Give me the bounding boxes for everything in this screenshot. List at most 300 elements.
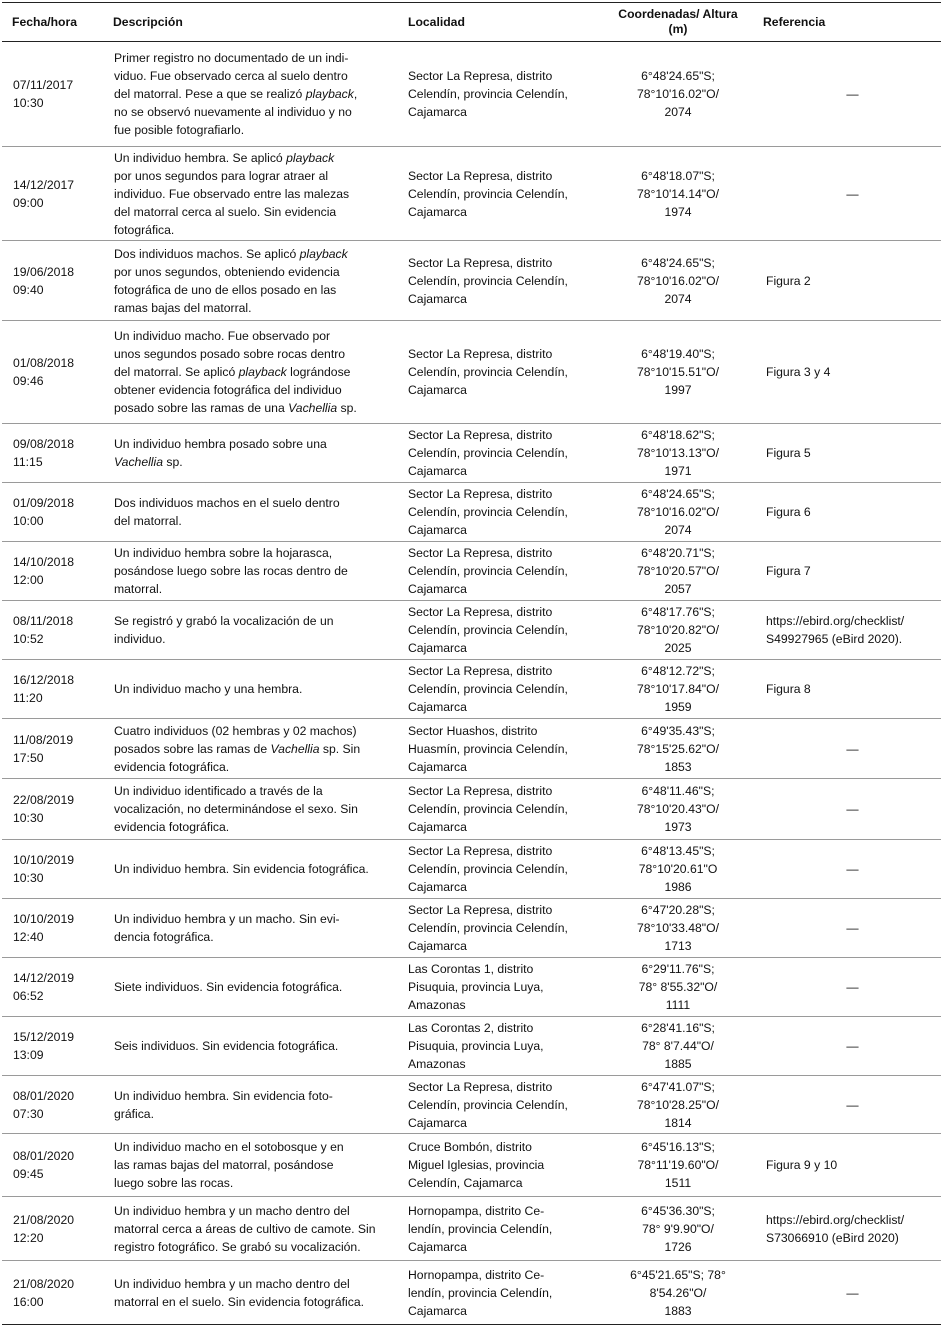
fecha-cell	[2, 1017, 103, 1076]
header-referencia: Referencia	[753, 3, 941, 42]
descripcion-line: matorral cerca a áreas de cultivo de camote. Sin	[114, 1221, 376, 1236]
descripcion-line: del matorral. Se aplicó playback lográndose	[114, 365, 351, 379]
fecha-line: 10/10/2019	[13, 912, 74, 926]
descripcion-cell	[103, 1261, 398, 1325]
coordenadas-line: 2025	[664, 641, 692, 655]
coordenadas-line: 78°10'20.61"O	[638, 862, 718, 876]
localidad-line: Celendín, provincia Celendín,	[408, 87, 568, 101]
descripcion-line: Un individuo hembra sobre la hojarasca,	[114, 546, 333, 560]
table-row	[2, 779, 941, 840]
table-row	[2, 958, 941, 1017]
coordenadas-line: 1111	[665, 998, 691, 1012]
coordenadas-line: 6°48'19.40"S;	[641, 347, 715, 361]
fecha-cell	[2, 147, 103, 241]
descripcion-line: Primer registro no documentado de un indi-	[114, 51, 349, 65]
coordenadas-line: 6°48'18.07"S;	[641, 168, 715, 183]
localidad-line: Las Corontas 1, distrito	[408, 962, 534, 976]
localidad-line: Celendín, Cajamarca	[408, 1176, 523, 1190]
fecha-line: 10:00	[13, 514, 44, 528]
localidad-cell	[398, 1261, 603, 1325]
localidad-line: Celendín, provincia Celendín,	[408, 186, 568, 201]
header-localidad: Localidad	[398, 3, 603, 42]
localidad-line: Pisuquia, provincia Luya,	[408, 980, 544, 994]
descripcion-line: individuo.	[114, 632, 166, 646]
localidad-line: Sector La Represa, distrito	[408, 487, 553, 501]
referencia-cell	[753, 958, 941, 1017]
table-row	[2, 1017, 941, 1076]
localidad-line: Cajamarca	[408, 880, 467, 894]
referencia-cell	[753, 147, 941, 241]
localidad-cell	[398, 424, 603, 483]
coordenadas-line: 78°10'13.13"O/	[636, 446, 719, 460]
fecha-cell	[2, 542, 103, 601]
fecha-line: 10:52	[13, 632, 44, 646]
coordenadas-line: 1959	[664, 700, 692, 714]
descripcion-cell	[103, 660, 398, 719]
localidad-line: Sector La Represa, distrito	[408, 546, 553, 560]
descripcion-line: Un individuo identificado a través de la	[114, 784, 323, 798]
coordenadas-line: 1974	[664, 204, 692, 219]
referencia-cell	[753, 840, 941, 899]
descripcion-line: posado sobre las ramas de una Vachellia sp.	[114, 401, 357, 415]
table-row	[2, 483, 941, 542]
fecha-line: 19/06/2018	[13, 264, 74, 279]
fecha-cell	[2, 660, 103, 719]
localidad-line: Celendín, provincia Celendín,	[408, 921, 568, 935]
descripcion-line: las ramas bajas del matorral, posándose	[114, 1158, 334, 1172]
localidad-line: Celendín, provincia Celendín,	[408, 365, 568, 379]
table-row	[2, 42, 941, 147]
coordenadas-line: 1971	[664, 464, 692, 478]
fecha-line: 17:50	[13, 750, 44, 765]
coordenadas-line: 6°28'41.16"S;	[641, 1021, 715, 1035]
localidad-line: Celendín, provincia Celendín,	[408, 505, 568, 519]
fecha-cell	[2, 1197, 103, 1261]
descripcion-line: Se registró y grabó la vocalización de un	[114, 614, 334, 628]
coordenadas-cell	[603, 958, 753, 1017]
coordenadas-cell	[603, 1017, 753, 1076]
referencia-line: —	[846, 802, 859, 816]
descripcion-cell	[103, 483, 398, 542]
fecha-line: 06:52	[13, 989, 44, 1003]
descripcion-cell	[103, 147, 398, 241]
coordenadas-line: 2074	[664, 105, 692, 119]
referencia-line: Figura 5	[766, 446, 811, 460]
descripcion-cell	[103, 899, 398, 958]
descripcion-line: Un individuo hembra y un macho dentro del	[114, 1276, 350, 1291]
fecha-line: 08/01/2020	[13, 1149, 74, 1163]
fecha-line: 12:00	[13, 573, 44, 587]
referencia-cell	[753, 1261, 941, 1325]
localidad-cell	[398, 840, 603, 899]
descripcion-cell	[103, 241, 398, 321]
fecha-line: 08/01/2020	[13, 1088, 74, 1103]
localidad-line: Cajamarca	[408, 700, 467, 714]
descripcion-line: vocalización, no determinándose el sexo. Sin	[114, 802, 358, 816]
descripcion-cell	[103, 1197, 398, 1261]
table-row	[2, 321, 941, 424]
coordenadas-cell	[603, 840, 753, 899]
records-table	[2, 2, 941, 1325]
fecha-line: 16:00	[13, 1294, 44, 1309]
descripcion-line: posados sobre las ramas de Vachellia sp. Sin	[114, 741, 361, 756]
coordenadas-line: 6°49'35.43"S;	[641, 723, 715, 738]
localidad-line: Cajamarca	[408, 820, 467, 834]
coordenadas-cell	[603, 241, 753, 321]
descripcion-cell	[103, 601, 398, 660]
referencia-line: —	[846, 921, 859, 935]
referencia-line: —	[846, 186, 859, 201]
localidad-line: Cajamarca	[408, 105, 467, 119]
referencia-line: Figura 3 y 4	[766, 365, 831, 379]
coordenadas-line: 2074	[664, 523, 692, 537]
referencia-cell	[753, 241, 941, 321]
coordenadas-cell	[603, 1261, 753, 1325]
descripcion-cell	[103, 321, 398, 424]
localidad-line: Sector La Represa, distrito	[408, 168, 553, 183]
coordenadas-line: 78° 8'55.32"O/	[638, 980, 718, 994]
descripcion-line: Un individuo hembra. Sin evidencia fotográfica.	[114, 862, 369, 876]
coordenadas-cell	[603, 147, 753, 241]
records-body	[2, 42, 941, 1325]
coordenadas-cell	[603, 42, 753, 147]
fecha-line: 08/11/2018	[13, 614, 74, 628]
localidad-line: Celendín, provincia Celendín,	[408, 623, 568, 637]
coordenadas-line: 6°48'13.45"S;	[641, 844, 715, 858]
descripcion-line: Un individuo macho. Fue observado por	[114, 329, 331, 343]
referencia-line: Figura 7	[766, 564, 811, 578]
descripcion-line: Un individuo hembra y un macho. Sin evi-	[114, 912, 340, 926]
localidad-line: Cajamarca	[408, 759, 467, 774]
coordenadas-line: 6°29'11.76"S;	[641, 962, 715, 976]
fecha-line: 14/12/2017	[13, 177, 74, 192]
referencia-cell	[753, 1134, 941, 1197]
descripcion-cell	[103, 1134, 398, 1197]
referencia-cell	[753, 321, 941, 424]
referencia-cell	[753, 719, 941, 779]
fecha-line: 09/08/2018	[13, 437, 74, 451]
localidad-cell	[398, 958, 603, 1017]
coordenadas-line: 78°10'20.82"O/	[636, 623, 719, 637]
fecha-cell	[2, 601, 103, 660]
coordenadas-line: 6°48'12.72"S;	[641, 664, 715, 678]
localidad-cell	[398, 321, 603, 424]
localidad-line: Sector La Represa, distrito	[408, 69, 553, 83]
coordenadas-line: 78°10'16.02"O/	[636, 87, 719, 101]
localidad-line: Sector La Represa, distrito	[408, 844, 553, 858]
localidad-line: Celendín, provincia Celendín,	[408, 564, 568, 578]
coordenadas-line: 1853	[664, 759, 692, 774]
coordenadas-line: 1885	[664, 1057, 692, 1071]
coordenadas-cell	[603, 1076, 753, 1134]
coordenadas-line: 78°10'14.14"O/	[636, 186, 719, 201]
referencia-line: —	[846, 862, 859, 876]
fecha-line: 14/10/2018	[13, 555, 74, 569]
coordenadas-line: 78°11'19.60"O/	[637, 1158, 719, 1172]
header-coordenadas-line: Coordenadas/ Altura	[618, 7, 738, 21]
coordenadas-line: 6°48'20.71"S;	[641, 546, 715, 560]
fecha-line: 10:30	[13, 871, 44, 885]
coordenadas-cell	[603, 483, 753, 542]
fecha-cell	[2, 779, 103, 840]
header-coordenadas-line: (m)	[668, 22, 688, 36]
referencia-line: —	[846, 1097, 859, 1112]
descripcion-line: registro fotográfico. Se grabó su vocalización.	[114, 1239, 361, 1254]
fecha-cell	[2, 719, 103, 779]
fecha-line: 13:09	[13, 1048, 44, 1062]
referencia-cell	[753, 424, 941, 483]
localidad-line: Celendín, provincia Celendín,	[408, 682, 568, 696]
descripcion-cell	[103, 779, 398, 840]
table-row	[2, 241, 941, 321]
localidad-cell	[398, 899, 603, 958]
coordenadas-line: 1986	[664, 880, 692, 894]
localidad-line: Huasmín, provincia Celendín,	[408, 741, 568, 756]
localidad-line: lendín, provincia Celendín,	[408, 1221, 553, 1236]
descripcion-cell	[103, 42, 398, 147]
coordenadas-cell	[603, 424, 753, 483]
localidad-line: Cajamarca	[408, 523, 467, 537]
localidad-line: Celendín, provincia Celendín,	[408, 802, 568, 816]
fecha-line: 22/08/2019	[13, 793, 74, 807]
fecha-line: 09:40	[13, 282, 44, 297]
table-row	[2, 424, 941, 483]
localidad-cell	[398, 483, 603, 542]
descripcion-cell	[103, 958, 398, 1017]
descripcion-line: dencia fotográfica.	[114, 930, 214, 944]
referencia-line: —	[846, 980, 859, 994]
fecha-line: 16/12/2018	[13, 673, 74, 687]
localidad-line: Celendín, provincia Celendín,	[408, 1097, 568, 1112]
coordenadas-line: 6°48'17.76"S;	[641, 605, 715, 619]
descripcion-cell	[103, 424, 398, 483]
localidad-line: Celendín, provincia Celendín,	[408, 862, 568, 876]
fecha-cell	[2, 1134, 103, 1197]
coordenadas-line: 8'54.26"O/	[649, 1285, 707, 1300]
referencia-cell	[753, 1197, 941, 1261]
coordenadas-line: 1511	[664, 1176, 692, 1190]
table-row	[2, 1261, 941, 1325]
referencia-line: https://ebird.org/checklist/	[766, 614, 905, 628]
referencia-line: S73066910 (eBird 2020)	[766, 1230, 899, 1245]
fecha-cell	[2, 1076, 103, 1134]
descripcion-line: obtener evidencia fotográfica del individuo	[114, 383, 342, 397]
header-row	[2, 3, 941, 42]
referencia-cell	[753, 899, 941, 958]
fecha-cell	[2, 241, 103, 321]
fecha-cell	[2, 42, 103, 147]
localidad-line: Las Corontas 2, distrito	[408, 1021, 534, 1035]
descripcion-line: Vachellia sp.	[114, 455, 183, 469]
fecha-line: 10/10/2019	[13, 853, 74, 867]
coordenadas-line: 78°10'28.25"O/	[636, 1097, 719, 1112]
coordenadas-line: 2057	[664, 582, 692, 596]
referencia-cell	[753, 660, 941, 719]
descripcion-line: Un individuo hembra y un macho dentro del	[114, 1203, 350, 1218]
localidad-line: Cajamarca	[408, 582, 467, 596]
localidad-line: Amazonas	[408, 998, 466, 1012]
coordenadas-line: 78°10'20.57"O/	[636, 564, 719, 578]
fecha-line: 07/11/2017	[13, 78, 74, 92]
coordenadas-cell	[603, 321, 753, 424]
fecha-line: 01/09/2018	[13, 496, 74, 510]
referencia-cell	[753, 483, 941, 542]
descripcion-line: evidencia fotográfica.	[114, 820, 230, 834]
coordenadas-cell	[603, 899, 753, 958]
referencia-line: https://ebird.org/checklist/	[766, 1212, 905, 1227]
coordenadas-line: 78°15'25.62"O/	[636, 741, 719, 756]
fecha-cell	[2, 1261, 103, 1325]
coordenadas-cell	[603, 542, 753, 601]
referencia-line: Figura 6	[766, 505, 811, 519]
fecha-cell	[2, 899, 103, 958]
descripcion-line: Cuatro individuos (02 hembras y 02 machos)	[114, 723, 357, 738]
coordenadas-line: 6°47'41.07"S;	[641, 1079, 715, 1094]
coordenadas-line: 1997	[664, 383, 692, 397]
descripcion-cell	[103, 719, 398, 779]
descripcion-line: matorral.	[114, 582, 163, 596]
table-row	[2, 601, 941, 660]
fecha-line: 10:30	[13, 811, 44, 825]
coordenadas-cell	[603, 601, 753, 660]
localidad-line: Sector Huashos, distrito	[408, 723, 538, 738]
descripcion-line: Seis individuos. Sin evidencia fotográfica.	[114, 1039, 339, 1053]
descripcion-cell	[103, 542, 398, 601]
coordenadas-cell	[603, 660, 753, 719]
localidad-line: Cajamarca	[408, 1303, 467, 1318]
fecha-line: 15/12/2019	[13, 1030, 74, 1044]
localidad-line: Pisuquia, provincia Luya,	[408, 1039, 544, 1053]
descripcion-line: no se observó nuevamente al individuo y no	[114, 105, 352, 119]
localidad-line: Cajamarca	[408, 204, 467, 219]
coordenadas-line: 1973	[664, 820, 692, 834]
localidad-cell	[398, 779, 603, 840]
fecha-cell	[2, 840, 103, 899]
coordenadas-cell	[603, 719, 753, 779]
referencia-cell	[753, 1076, 941, 1134]
referencia-cell	[753, 42, 941, 147]
table-row	[2, 1134, 941, 1197]
fecha-cell	[2, 424, 103, 483]
coordenadas-line: 6°45'36.30"S;	[641, 1203, 715, 1218]
localidad-line: Celendín, provincia Celendín,	[408, 273, 568, 288]
localidad-line: Cajamarca	[408, 291, 467, 306]
referencia-line: Figura 9 y 10	[766, 1158, 838, 1172]
fecha-line: 09:46	[13, 374, 44, 388]
fecha-line: 12:20	[13, 1230, 44, 1245]
descripcion-line: Dos individuos machos. Se aplicó playback	[114, 246, 348, 261]
referencia-line: —	[846, 1285, 859, 1300]
coordenadas-line: 6°45'21.65"S; 78°	[630, 1267, 726, 1282]
localidad-line: Cajamarca	[408, 939, 467, 953]
localidad-cell	[398, 719, 603, 779]
coordenadas-line: 6°48'18.62"S;	[641, 428, 715, 442]
localidad-line: Cajamarca	[408, 383, 467, 397]
descripcion-line: Un individuo macho en el sotobosque y en	[114, 1140, 344, 1154]
descripcion-line: unos segundos posado sobre rocas dentro	[114, 347, 346, 361]
descripcion-line: por unos segundos, obteniendo evidencia	[114, 264, 340, 279]
coordenadas-line: 6°48'24.65"S;	[641, 69, 715, 83]
fecha-line: 11/08/2019	[13, 732, 74, 747]
fecha-line: 09:45	[13, 1167, 44, 1181]
descripcion-line: Un individuo hembra posado sobre una	[114, 437, 327, 451]
referencia-line: S49927965 (eBird 2020).	[766, 632, 903, 646]
fecha-line: 09:00	[13, 195, 44, 210]
fecha-line: 11:15	[13, 455, 43, 469]
coordenadas-line: 1814	[664, 1115, 692, 1130]
coordenadas-line: 78°10'16.02"O/	[636, 273, 719, 288]
descripcion-line: por unos segundos para lograr atraer al	[114, 168, 329, 183]
localidad-line: Sector La Represa, distrito	[408, 664, 553, 678]
referencia-line: Figura 8	[766, 682, 811, 696]
table-row	[2, 1197, 941, 1261]
table-row	[2, 1076, 941, 1134]
descripcion-cell	[103, 840, 398, 899]
fecha-cell	[2, 483, 103, 542]
coordenadas-line: 78°10'33.48"O/	[636, 921, 719, 935]
localidad-line: lendín, provincia Celendín,	[408, 1285, 553, 1300]
descripcion-line: Un individuo hembra. Sin evidencia foto-	[114, 1088, 333, 1103]
descripcion-line: evidencia fotográfica.	[114, 759, 230, 774]
descripcion-line: fotográfica.	[114, 222, 175, 237]
referencia-cell	[753, 779, 941, 840]
referencia-line: —	[846, 87, 859, 101]
descripcion-line: del matorral.	[114, 514, 182, 528]
localidad-line: Sector La Represa, distrito	[408, 784, 553, 798]
coordenadas-line: 78° 8'7.44"O/	[642, 1039, 714, 1053]
localidad-line: Cajamarca	[408, 1115, 467, 1130]
descripcion-line: Un individuo macho y una hembra.	[114, 682, 303, 696]
fecha-cell	[2, 958, 103, 1017]
localidad-line: Hornopampa, distrito Ce-	[408, 1267, 545, 1282]
coordenadas-cell	[603, 1197, 753, 1261]
descripcion-line: Un individuo hembra. Se aplicó playback	[114, 150, 335, 165]
localidad-cell	[398, 601, 603, 660]
localidad-cell	[398, 660, 603, 719]
descripcion-line: del matorral. Pese a que se realizó playback,	[114, 87, 358, 101]
coordenadas-line: 6°47'20.28"S;	[641, 903, 715, 917]
localidad-line: Sector La Represa, distrito	[408, 428, 553, 442]
localidad-line: Cajamarca	[408, 1239, 467, 1254]
fecha-line: 14/12/2019	[13, 971, 74, 985]
coordenadas-line: 78°10'15.51"O/	[636, 365, 719, 379]
fecha-line: 10:30	[13, 96, 44, 110]
descripcion-line: individuo. Fue observado entre las malezas	[114, 186, 350, 201]
referencia-cell	[753, 601, 941, 660]
localidad-line: Amazonas	[408, 1057, 466, 1071]
localidad-line: Sector La Represa, distrito	[408, 347, 553, 361]
coordenadas-line: 1726	[664, 1239, 692, 1254]
coordenadas-line: 1883	[664, 1303, 692, 1318]
table-row	[2, 660, 941, 719]
localidad-line: Hornopampa, distrito Ce-	[408, 1203, 545, 1218]
fecha-cell	[2, 321, 103, 424]
fecha-line: 21/08/2020	[13, 1212, 74, 1227]
coordenadas-cell	[603, 779, 753, 840]
fecha-line: 11:20	[13, 691, 43, 705]
descripcion-line: luego sobre las rocas.	[114, 1176, 234, 1190]
descripcion-line: matorral en el suelo. Sin evidencia fotográfica.	[114, 1294, 364, 1309]
descripcion-cell	[103, 1017, 398, 1076]
descripcion-line: Dos individuos machos en el suelo dentro	[114, 496, 340, 510]
descripcion-line: fue posible fotografiarlo.	[114, 123, 245, 137]
table-row	[2, 719, 941, 779]
referencia-cell	[753, 542, 941, 601]
table-row	[2, 899, 941, 958]
header-coordenadas	[603, 3, 753, 42]
descripcion-line: Siete individuos. Sin evidencia fotográfica.	[114, 980, 343, 994]
coordenadas-line: 78°10'16.02"O/	[636, 505, 719, 519]
